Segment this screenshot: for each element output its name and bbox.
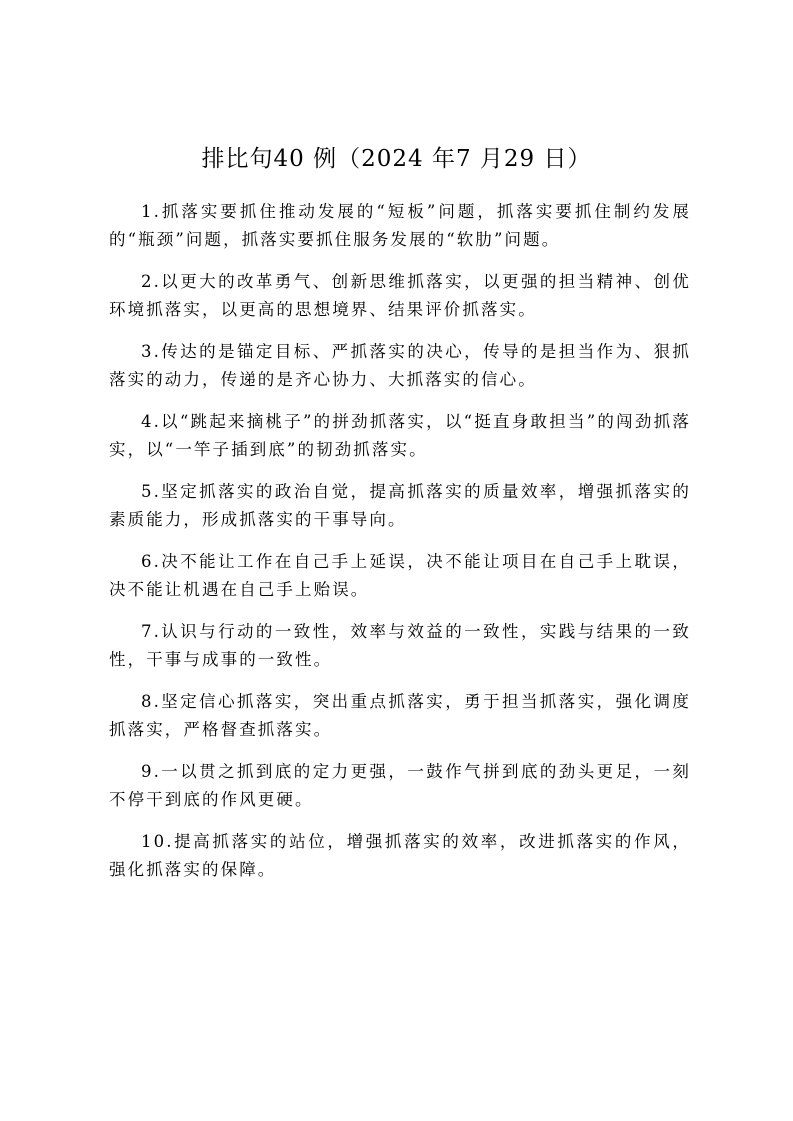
- paragraph-8: 8.坚定信心抓落实，突出重点抓落实，勇于担当抓落实，强化调度抓落实，严格督查抓落实。: [109, 692, 691, 739]
- paragraph-4: 4.以“跳起来摘桃子”的拼劲抓落实，以“挺直身敢担当”的闯劲抓落实，以“一竿子插到底”的韧劲抓落实。: [109, 412, 691, 459]
- paragraph-3: 3.传达的是锚定目标、严抓落实的决心，传导的是担当作为、狠抓落实的动力，传递的是齐心协力、大抓落实的信心。: [109, 342, 691, 389]
- page-title: 排比句40 例（2024 年7 月29 日）: [201, 146, 592, 172]
- paragraph-5: 5.坚定抓落实的政治自觉，提高抓落实的质量效率，增强抓落实的素质能力，形成抓落实的干事导向。: [109, 482, 691, 529]
- paragraph-6: 6.决不能让工作在自己手上延误，决不能让项目在自己手上耽误，决不能让机遇在自己手上贻误。: [109, 552, 691, 599]
- paragraph-7: 7.认识与行动的一致性，效率与效益的一致性，实践与结果的一致性，干事与成事的一致性。: [109, 622, 691, 669]
- document-body: [109, 198, 691, 898]
- paragraph-10: 10.提高抓落实的站位，增强抓落实的效率，改进抓落实的作风，强化抓落实的保障。: [109, 832, 691, 879]
- paragraph-1: 1.抓落实要抓住推动发展的“短板”问题，抓落实要抓住制约发展的“瓶颈”问题，抓落实要抓住服务发展的“软肋”问题。: [109, 202, 691, 249]
- paragraph-2: 2.以更大的改革勇气、创新思维抓落实，以更强的担当精神、创优环境抓落实，以更高的思想境界、结果评价抓落实。: [109, 272, 691, 319]
- paragraph-9: 9.一以贯之抓到底的定力更强，一鼓作气拼到底的劲头更足，一刻不停干到底的作风更硬。: [109, 762, 691, 809]
